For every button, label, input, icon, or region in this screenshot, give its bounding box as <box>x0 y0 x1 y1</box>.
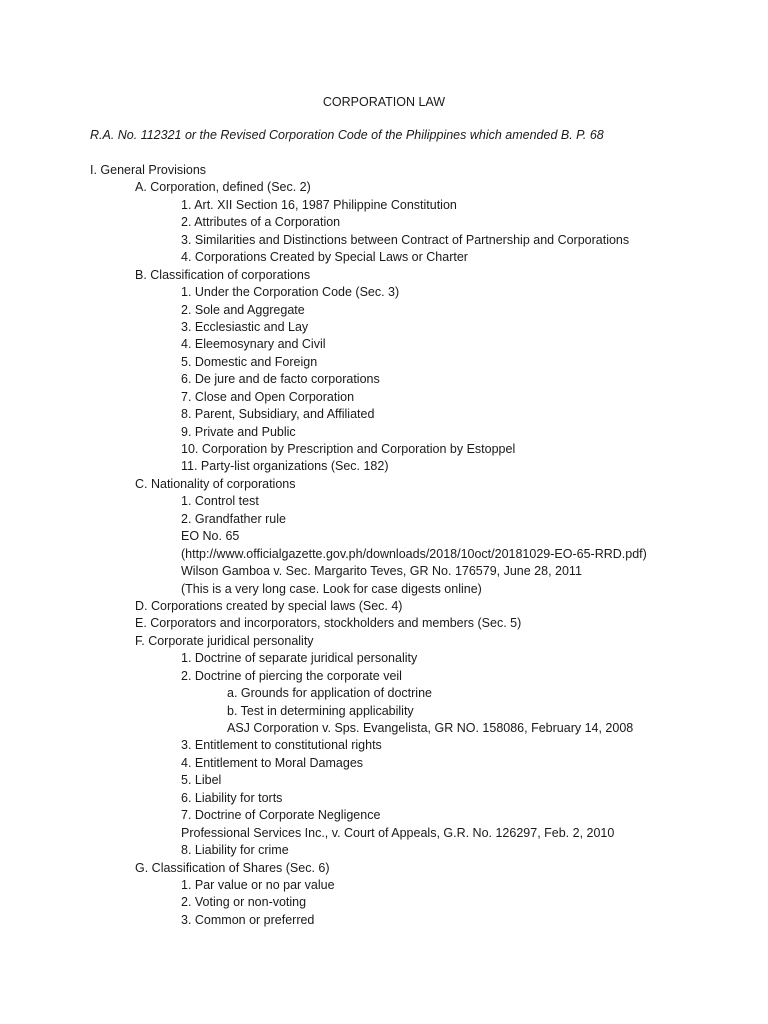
outline-item: D. Corporations created by special laws (Sec. 4) <box>135 598 403 613</box>
outline-item: a. Grounds for application of doctrine <box>227 686 432 701</box>
outline-item: 1. Doctrine of separate juridical personality <box>181 651 418 666</box>
outline-item: A. Corporation, defined (Sec. 2) <box>135 180 311 195</box>
outline-item: F. Corporate juridical personality <box>135 633 314 648</box>
outline-item: Wilson Gamboa v. Sec. Margarito Teves, GR No. 176579, June 28, 2011 <box>181 564 582 579</box>
outline-item: 1. Under the Corporation Code (Sec. 3) <box>181 285 400 300</box>
outline-item: 6. De jure and de facto corporations <box>181 372 380 387</box>
outline-item: 2. Voting or non-voting <box>181 895 307 910</box>
outline-list <box>0 162 647 929</box>
outline-item: 5. Libel <box>181 773 222 788</box>
outline-item: Professional Services Inc., v. Court of Appeals, G.R. No. 126297, Feb. 2, 2010 <box>181 825 615 840</box>
outline-item: 11. Party-list organizations (Sec. 182) <box>181 459 389 474</box>
document-subtitle: R.A. No. 112321 or the Revised Corporation Code of the Philippines which amended B. P. 68 <box>90 128 604 142</box>
outline-item: 1. Par value or no par value <box>181 877 335 892</box>
outline-item: 1. Art. XII Section 16, 1987 Philippine Constitution <box>181 197 457 212</box>
document-title: CORPORATION LAW <box>322 95 446 109</box>
outline-item: 7. Doctrine of Corporate Negligence <box>181 808 381 823</box>
outline-item: 3. Entitlement to constitutional rights <box>181 738 382 753</box>
outline-item: (http://www.officialgazette.gov.ph/downloads/2018/10oct/20181029-EO-65-RRD.pdf) <box>181 546 647 561</box>
outline-item: 8. Liability for crime <box>181 843 289 858</box>
outline-item: B. Classification of corporations <box>135 267 311 282</box>
outline-item: E. Corporators and incorporators, stockholders and members (Sec. 5) <box>135 616 522 631</box>
outline-item: b. Test in determining applicability <box>227 703 414 718</box>
outline-item: 5. Domestic and Foreign <box>181 354 318 369</box>
outline-item: 8. Parent, Subsidiary, and Affiliated <box>181 407 375 422</box>
outline-item: EO No. 65 <box>181 529 240 544</box>
outline-item: 9. Private and Public <box>181 424 296 439</box>
outline-item: C. Nationality of corporations <box>135 476 296 491</box>
outline-item: 2. Sole and Aggregate <box>181 302 305 317</box>
outline-item: 3. Common or preferred <box>181 912 315 927</box>
outline-item: 4. Corporations Created by Special Laws or Charter <box>181 250 468 265</box>
outline-item: ASJ Corporation v. Sps. Evangelista, GR NO. 158086, February 14, 2008 <box>227 721 634 735</box>
outline-item: 10. Corporation by Prescription and Corporation by Estoppel <box>181 442 516 456</box>
outline-item: 2. Grandfather rule <box>181 511 286 526</box>
outline-item: 2. Doctrine of piercing the corporate veil <box>181 668 402 683</box>
outline-item: 4. Eleemosynary and Civil <box>181 337 326 352</box>
outline-item: I. General Provisions <box>90 163 207 177</box>
outline-item: 3. Similarities and Distinctions between Contract of Partnership and Corporations <box>181 232 630 247</box>
outline-item: 3. Ecclesiastic and Lay <box>181 319 309 334</box>
outline-item: 4. Entitlement to Moral Damages <box>181 755 364 770</box>
outline-item: (This is a very long case. Look for case digests online) <box>181 581 482 596</box>
outline-item: 6. Liability for torts <box>181 790 283 805</box>
outline-item: 1. Control test <box>181 494 259 509</box>
outline-item: G. Classification of Shares (Sec. 6) <box>135 860 330 875</box>
outline-item: 7. Close and Open Corporation <box>181 389 355 404</box>
outline-item: 2. Attributes of a Corporation <box>181 215 341 230</box>
